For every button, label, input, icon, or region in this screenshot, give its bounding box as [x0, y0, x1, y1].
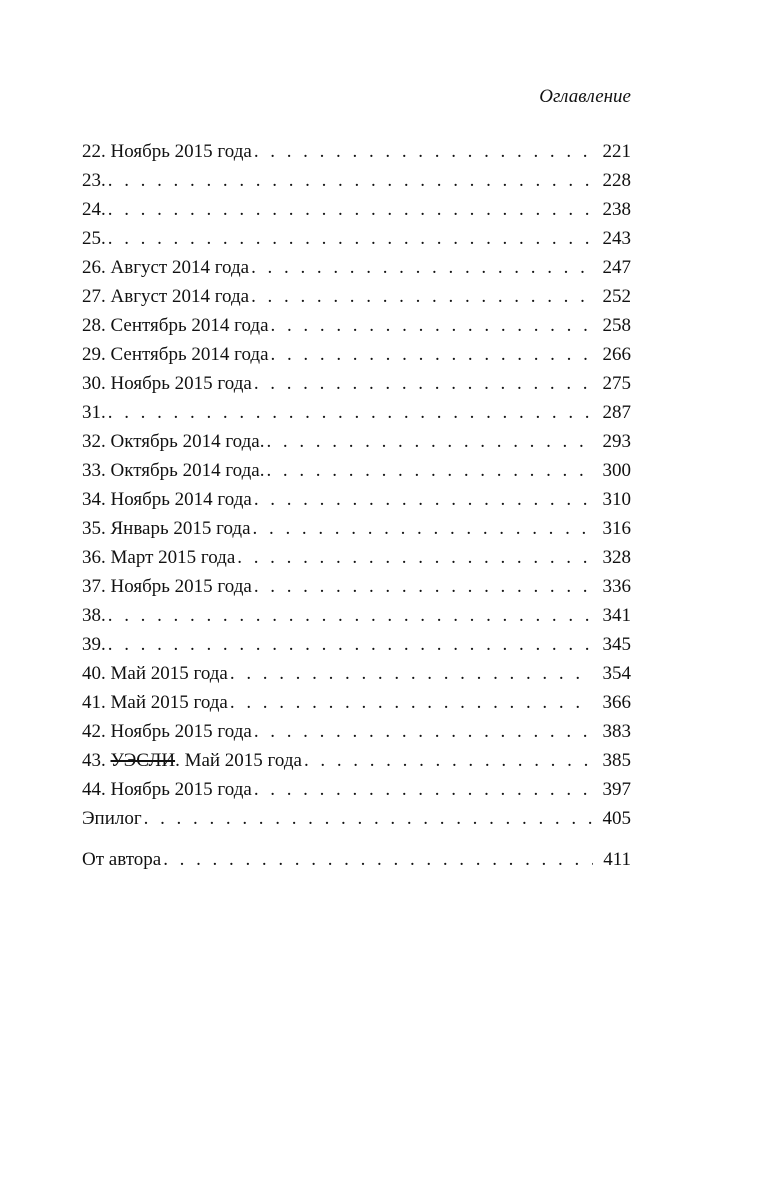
toc-entry-title: 28. Сентябрь 2014 года: [82, 315, 269, 336]
toc-entry-title: 22. Ноябрь 2015 года: [82, 141, 252, 162]
toc-entry-title-prefix: 43.: [82, 750, 111, 771]
toc-entry-page: 228: [602, 170, 631, 191]
toc-entry-34[interactable]: [82, 485, 631, 514]
dot-leader: [253, 514, 593, 543]
toc-entry-33[interactable]: [82, 456, 631, 485]
dot-leader: [108, 398, 593, 427]
page-running-header: Оглавление: [539, 86, 631, 107]
toc-entry-28[interactable]: [82, 311, 631, 340]
toc-entry-page: 345: [602, 634, 631, 655]
dot-leader: [271, 311, 593, 340]
toc-entry-page: 316: [602, 518, 631, 539]
toc-entry-page: 252: [602, 286, 631, 307]
toc-entry-title: 41. Май 2015 года: [82, 692, 228, 713]
toc-entry-24[interactable]: [82, 195, 631, 224]
toc-entry-26[interactable]: [82, 253, 631, 282]
toc-entry-title: 38.: [82, 605, 106, 626]
toc-entry-page: 238: [602, 199, 631, 220]
toc-entry-31[interactable]: [82, 398, 631, 427]
dot-leader: [237, 543, 593, 572]
toc-entry-epilogue[interactable]: [82, 804, 631, 833]
toc-entry-35[interactable]: [82, 514, 631, 543]
toc-entry-title: 31.: [82, 402, 106, 423]
toc-entry-title: 33. Октябрь 2014 года.: [82, 460, 265, 481]
toc-entry-page: 300: [602, 460, 631, 481]
struck-through-name: УЭСЛИ: [110, 750, 176, 771]
toc-entry-title: 24.: [82, 199, 106, 220]
toc-entry-36[interactable]: [82, 543, 631, 572]
toc-entry-title: 35. Январь 2015 года: [82, 518, 251, 539]
toc-entry-title: 44. Ноябрь 2015 года: [82, 779, 252, 800]
dot-leader: [266, 427, 593, 456]
table-of-contents: [82, 137, 631, 874]
toc-entry-27[interactable]: [82, 282, 631, 311]
toc-entry-page: 341: [602, 605, 631, 626]
dot-leader: [266, 456, 593, 485]
toc-entry-37[interactable]: [82, 572, 631, 601]
toc-entry-page: 366: [602, 692, 631, 713]
toc-entry-page: 383: [602, 721, 631, 742]
toc-entry-title: 37. Ноябрь 2015 года: [82, 576, 252, 597]
toc-entry-page: 247: [602, 257, 631, 278]
toc-entry-title: 29. Сентябрь 2014 года: [82, 344, 269, 365]
toc-entry-page: 221: [602, 141, 631, 162]
toc-entry-title: 30. Ноябрь 2015 года: [82, 373, 252, 394]
toc-entry-43[interactable]: [82, 746, 631, 775]
toc-entry-author-note[interactable]: [82, 845, 631, 874]
dot-leader: [254, 369, 593, 398]
toc-entry-title: 27. Август 2014 года: [82, 286, 250, 307]
toc-entry-title: Эпилог: [82, 808, 142, 829]
toc-entry-title: 26. Август 2014 года: [82, 257, 250, 278]
toc-entry-title: 25.: [82, 228, 106, 249]
toc-entry-page: 411: [603, 849, 631, 870]
toc-entry-page: 336: [602, 576, 631, 597]
toc-entry-title: 36. Март 2015 года: [82, 547, 236, 568]
toc-entry-title: 34. Ноябрь 2014 года: [82, 489, 252, 510]
toc-entry-32[interactable]: [82, 427, 631, 456]
dot-leader: [230, 659, 593, 688]
dot-leader: [254, 717, 593, 746]
toc-entry-title: 32. Октябрь 2014 года.: [82, 431, 265, 452]
toc-entry-23[interactable]: [82, 166, 631, 195]
toc-entry-title: От автора: [82, 849, 162, 870]
dot-leader: [254, 572, 593, 601]
dot-leader: [254, 775, 593, 804]
toc-entry-page: 287: [602, 402, 631, 423]
toc-entry-title-suffix: . Май 2015 года: [175, 750, 302, 771]
toc-entry-page: 385: [602, 750, 631, 771]
toc-entry-page: 266: [602, 344, 631, 365]
toc-entry-page: 405: [602, 808, 631, 829]
dot-leader: [251, 253, 593, 282]
dot-leader: [144, 804, 593, 833]
toc-entry-22[interactable]: [82, 137, 631, 166]
toc-entry-title: 42. Ноябрь 2015 года: [82, 721, 252, 742]
dot-leader: [304, 746, 593, 775]
toc-entry-page: 354: [602, 663, 631, 684]
dot-leader: [163, 845, 593, 874]
toc-entry-page: 328: [602, 547, 631, 568]
toc-entry-30[interactable]: [82, 369, 631, 398]
dot-leader: [108, 224, 593, 253]
toc-entry-title: 40. Май 2015 года: [82, 663, 228, 684]
dot-leader: [254, 485, 593, 514]
toc-entry-39[interactable]: [82, 630, 631, 659]
toc-entry-page: 243: [602, 228, 631, 249]
toc-entry-page: 275: [602, 373, 631, 394]
dot-leader: [108, 166, 593, 195]
dot-leader: [254, 137, 593, 166]
dot-leader: [108, 601, 593, 630]
toc-entry-page: 258: [602, 315, 631, 336]
toc-entry-44[interactable]: [82, 775, 631, 804]
toc-entry-40[interactable]: [82, 659, 631, 688]
toc-entry-page: 397: [602, 779, 631, 800]
dot-leader: [108, 630, 593, 659]
toc-entry-41[interactable]: [82, 688, 631, 717]
toc-entry-title: 39.: [82, 634, 106, 655]
toc-entry-42[interactable]: [82, 717, 631, 746]
dot-leader: [271, 340, 593, 369]
dot-leader: [108, 195, 593, 224]
toc-entry-page: 310: [602, 489, 631, 510]
toc-entry-title: [82, 746, 302, 775]
toc-entry-page: 293: [602, 431, 631, 452]
dot-leader: [230, 688, 593, 717]
dot-leader: [251, 282, 593, 311]
toc-entry-25[interactable]: [82, 224, 631, 253]
toc-entry-title: 23.: [82, 170, 106, 191]
toc-entry-29[interactable]: [82, 340, 631, 369]
toc-entry-38[interactable]: [82, 601, 631, 630]
